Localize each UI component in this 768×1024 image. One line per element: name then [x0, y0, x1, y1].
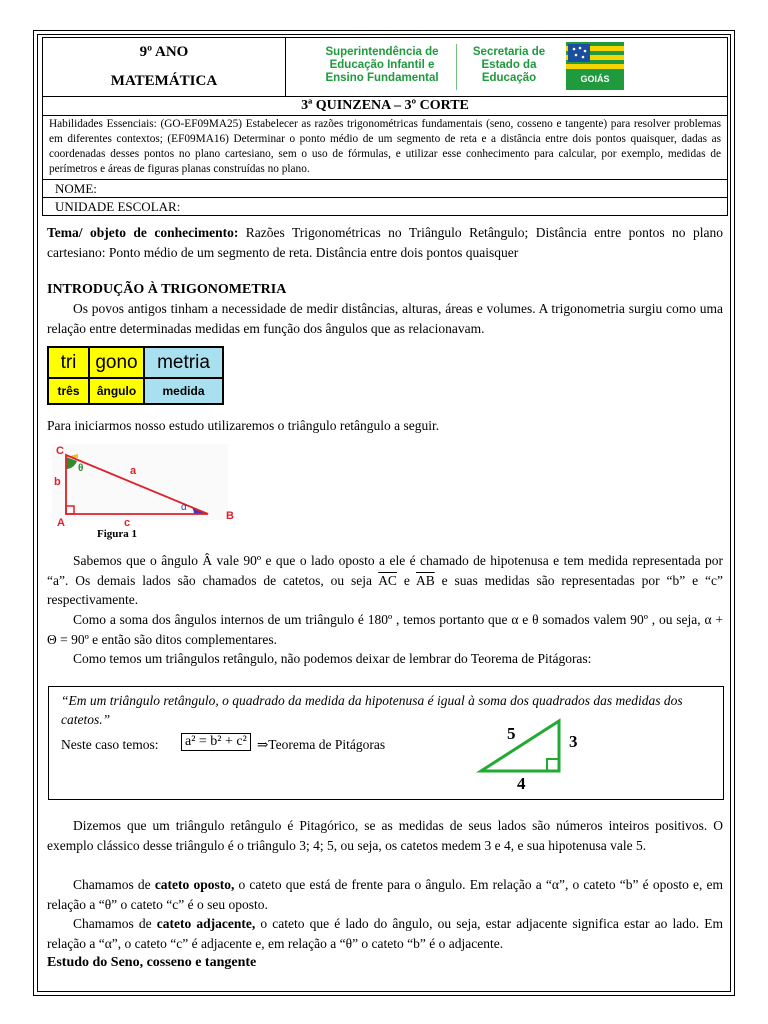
pythagoras-quote: “Em um triângulo retângulo, o quadrado da medida da hipotenusa é igual à soma dos quadrados das medidas dos catetos.” — [61, 693, 683, 727]
etymology-meaning: três — [48, 378, 89, 404]
adjacent-leg-paragraph: Chamamos de cateto adjacente, o cateto que é lado do ângulo, ou seja, estar adjacente significa estar ao lado. Em relação a “α”, o cateto “c” é adjacente e, em relação a “θ” o cateto “b” é o adjacente. — [47, 916, 723, 951]
name-field-label: NOME: — [43, 180, 728, 198]
vertex-b-label: B — [226, 510, 234, 522]
logos-cell — [286, 38, 728, 97]
pythagoras-theorem-label: ⇒Teorema de Pitágoras — [257, 737, 386, 752]
side-b-label: b — [54, 476, 61, 488]
grade-subject-cell — [43, 38, 286, 97]
segment-ac: $\overline{AC}$ — [378, 572, 397, 588]
pythagoras-intro-paragraph: Como temos um triângulos retângulo, não podemos deixar de lembrar do Teorema de Pitágoras: — [73, 651, 592, 666]
pythagoras-formula: a² = b² + c² — [181, 733, 251, 751]
right-side-label: 3 — [569, 732, 578, 751]
period-title: 3ª QUINZENA – 3º CORTE — [43, 97, 728, 116]
segment-ab: $\overline{AB}$ — [415, 572, 435, 588]
etymology-table — [47, 346, 224, 405]
right-triangle-figure — [50, 442, 240, 532]
vertex-a-label: A — [57, 517, 65, 529]
neste-caso-text: Neste caso temos: — [61, 737, 159, 752]
intro-paragraph: Os povos antigos tinham a necessidade de medir distâncias, alturas, áreas e volumes. A trigonometria surgiu como uma relação entre determinadas medidas em função dos ângulos que as relacionavam. — [47, 301, 723, 336]
complementary-paragraph: Como a soma dos ângulos internos de um triângulo é 180º , temos portanto que α e θ somados valem 90º , ou seja, α + Θ = 90º e então são ditos complementares. — [47, 612, 723, 647]
opposite-leg-paragraph: Chamamos de cateto oposto, o cateto que está de frente para o ângulo. Em relação a “α”, o cateto “b” é oposto e, em relação a “θ” o cateto “c” é o seu oposto. — [47, 877, 723, 912]
school-field-label: UNIDADE ESCOLAR: — [43, 198, 728, 216]
triangle-intro-paragraph: Para iniciarmos nosso estudo utilizaremos o triângulo retângulo a seguir. — [47, 418, 440, 433]
theme-text: Razões Trigonométricas no Triângulo Retângulo; Distância entre pontos no plano cartesiano: Ponto médio de um segmento de reta. Distância entre dois pontos quaisquer — [47, 225, 724, 260]
adjacent-leg-term: cateto adjacente, — [156, 916, 256, 931]
pythagoras-box — [48, 686, 724, 800]
figure-caption: Figura 1 — [97, 528, 138, 540]
skills-text: Habilidades Essenciais: (GO-EF09MA25) Estabelecer as razões trigonométricas fundamentais (seno, cosseno e tangente) para resolver problemas em diferentes contextos; (EF09MA16) Determinar o ponto médio de um segmento de reta e a distância entre dois pontos quaisquer, dadas as coordenadas desses pontos no plano cartesiano, sem o uso de fórmulas, e utilizar esse conhecimento para calcular, por exemplo, medidas de perímetros e áreas de figuras planas construídas no plano. — [43, 116, 728, 180]
theme-label: Tema/ objeto de conhecimento: — [47, 225, 239, 240]
angle-theta-label: θ — [78, 463, 84, 474]
hypotenuse-paragraph: Sabemos que o ângulo Â vale 90º e que o lado oposto a ele é chamado de hipotenusa e tem medida representada por “a”. Os demais lados são chamados de catetos, ou seja $\overline{AC}$ e $\overline{AB}$ e suas medidas são representadas por “b” e “c” respectivamente. — [47, 553, 724, 607]
theme-paragraph — [47, 223, 723, 262]
bottom-side-label: 4 — [517, 774, 526, 793]
superintendencia-logo-text: Superintendência de Educação Infantil e Ensino Fundamental — [325, 46, 439, 84]
subject: MATEMÁTICA — [110, 73, 218, 89]
intro-heading: INTRODUÇÃO À TRIGONOMETRIA — [47, 282, 287, 297]
svg-text:GOIÁS: GOIÁS — [580, 74, 610, 84]
side-c-label: c — [124, 517, 131, 529]
goias-flag-logo-icon — [566, 42, 624, 90]
vertex-c-label: C — [56, 445, 64, 457]
sine-cosine-heading: Estudo do Seno, cosseno e tangente — [47, 955, 257, 970]
etymology-meaning: medida — [144, 378, 223, 404]
hyp-label: 5 — [507, 724, 516, 743]
side-a-label: a — [130, 465, 137, 477]
angle-alpha-label: α — [181, 502, 187, 513]
secretaria-logo-text: Secretaria de Estado da Educação — [472, 46, 546, 84]
etymology-part: tri — [48, 347, 89, 378]
etymology-part: gono — [89, 347, 144, 378]
etymology-part: metria — [144, 347, 223, 378]
opposite-leg-term: cateto oposto, — [154, 877, 235, 892]
logo-separator — [456, 44, 457, 90]
grade: 9º ANO — [139, 44, 189, 60]
pythagorean-definition-paragraph: Dizemos que um triângulo retângulo é Pitagórico, se as medidas de seus lados são números inteiros positivos. O exemplo clássico desse triângulo é o triângulo 3; 4; 5, ou seja, os catetos medem 3 e 4, e sua hipotenusa vale 5. — [47, 818, 723, 853]
pythagorean-triangle — [469, 707, 589, 797]
header-table — [42, 37, 728, 216]
etymology-meaning: ângulo — [89, 378, 144, 404]
